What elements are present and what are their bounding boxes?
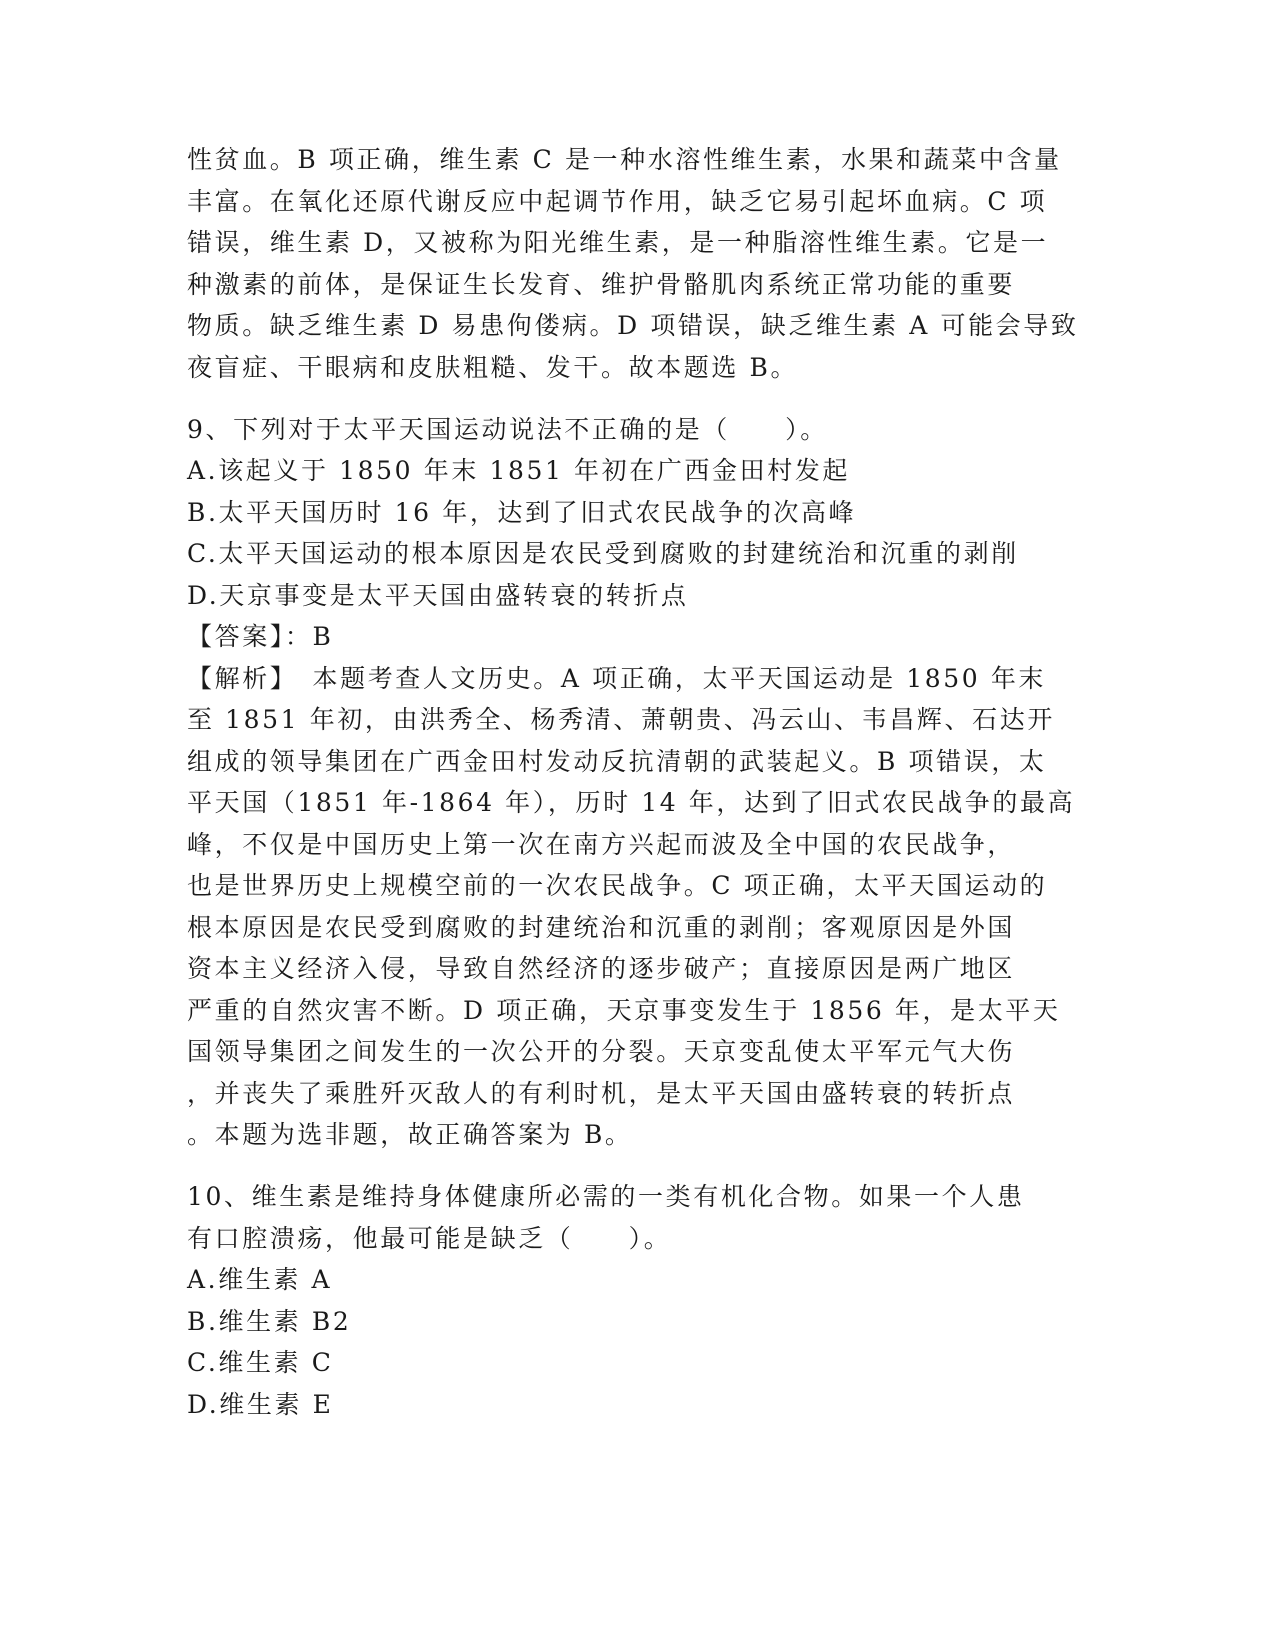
analysis-line: 也是世界历史上规模空前的一次农民战争。C 项正确，太平天国运动的: [187, 871, 1048, 900]
option-d: D.天京事变是太平天国由盛转衰的转折点: [187, 581, 689, 610]
analysis-line: 国领导集团之间发生的一次公开的分裂。天京变乱使太平军元气大伤: [187, 1037, 1016, 1066]
analysis-line: ，并丧失了乘胜歼灭敌人的有利时机，是太平天国由盛转衰的转折点: [187, 1079, 1016, 1108]
analysis-line: 组成的领导集团在广西金田村发动反抗清朝的武装起义。B 项错误，太: [187, 747, 1047, 776]
explanation-line: 物质。缺乏维生素 D 易患佝偻病。D 项错误，缺乏维生素 A 可能会导致: [187, 311, 1079, 340]
answer-line: 【答案】：B: [187, 622, 334, 651]
analysis-line: 至 1851 年初，由洪秀全、杨秀清、萧朝贵、冯云山、韦昌辉、石达开: [187, 705, 1055, 734]
explanation-line: 夜盲症、干眼病和皮肤粗糙、发干。故本题选 B。: [187, 353, 799, 382]
analysis-line: 峰，不仅是中国历史上第一次在南方兴起而波及全中国的农民战争，: [187, 830, 1016, 859]
option-d: D.维生素 E: [187, 1390, 334, 1419]
analysis-line: 平天国（1851 年-1864 年），历时 14 年，达到了旧式农民战争的最高: [187, 788, 1076, 817]
explanation-line: 错误，维生素 D，又被称为阳光维生素，是一种脂溶性维生素。它是一: [187, 228, 1049, 257]
option-b: B.太平天国历时 16 年，达到了旧式农民战争的次高峰: [187, 498, 857, 527]
question-stem: 有口腔溃疡，他最可能是缺乏（ ）。: [187, 1224, 672, 1253]
analysis-line: 根本原因是农民受到腐败的封建统治和沉重的剥削；客观原因是外国: [187, 913, 1016, 942]
explanation-line: 丰富。在氧化还原代谢反应中起调节作用，缺乏它易引起坏血病。C 项: [187, 187, 1048, 216]
analysis-line: 。本题为选非题，故正确答案为 B。: [187, 1120, 633, 1149]
analysis-line: 【解析】 本题考查人文历史。A 项正确，太平天国运动是 1850 年末: [187, 664, 1047, 693]
analysis-line: 严重的自然灾害不断。D 项正确，天京事变发生于 1856 年，是太平天: [187, 996, 1061, 1025]
option-a: A.该起义于 1850 年末 1851 年初在广西金田村发起: [187, 456, 851, 485]
option-c: C.太平天国运动的根本原因是农民受到腐败的封建统治和沉重的剥削: [187, 539, 1019, 568]
question-stem: 10、维生素是维持身体健康所必需的一类有机化合物。如果一个人患: [187, 1182, 1025, 1211]
explanation-line: 性贫血。B 项正确，维生素 C 是一种水溶性维生素，水果和蔬菜中含量: [187, 145, 1062, 174]
option-c: C.维生素 C: [187, 1348, 334, 1377]
question-stem: 9、下列对于太平天国运动说法不正确的是（ ）。: [187, 415, 828, 444]
analysis-line: 资本主义经济入侵，导致自然经济的逐步破产；直接原因是两广地区: [187, 954, 1016, 983]
option-b: B.维生素 B2: [187, 1307, 352, 1336]
option-a: A.维生素 A: [187, 1265, 333, 1294]
explanation-line: 种激素的前体，是保证生长发育、维护骨骼肌肉系统正常功能的重要: [187, 270, 1016, 299]
